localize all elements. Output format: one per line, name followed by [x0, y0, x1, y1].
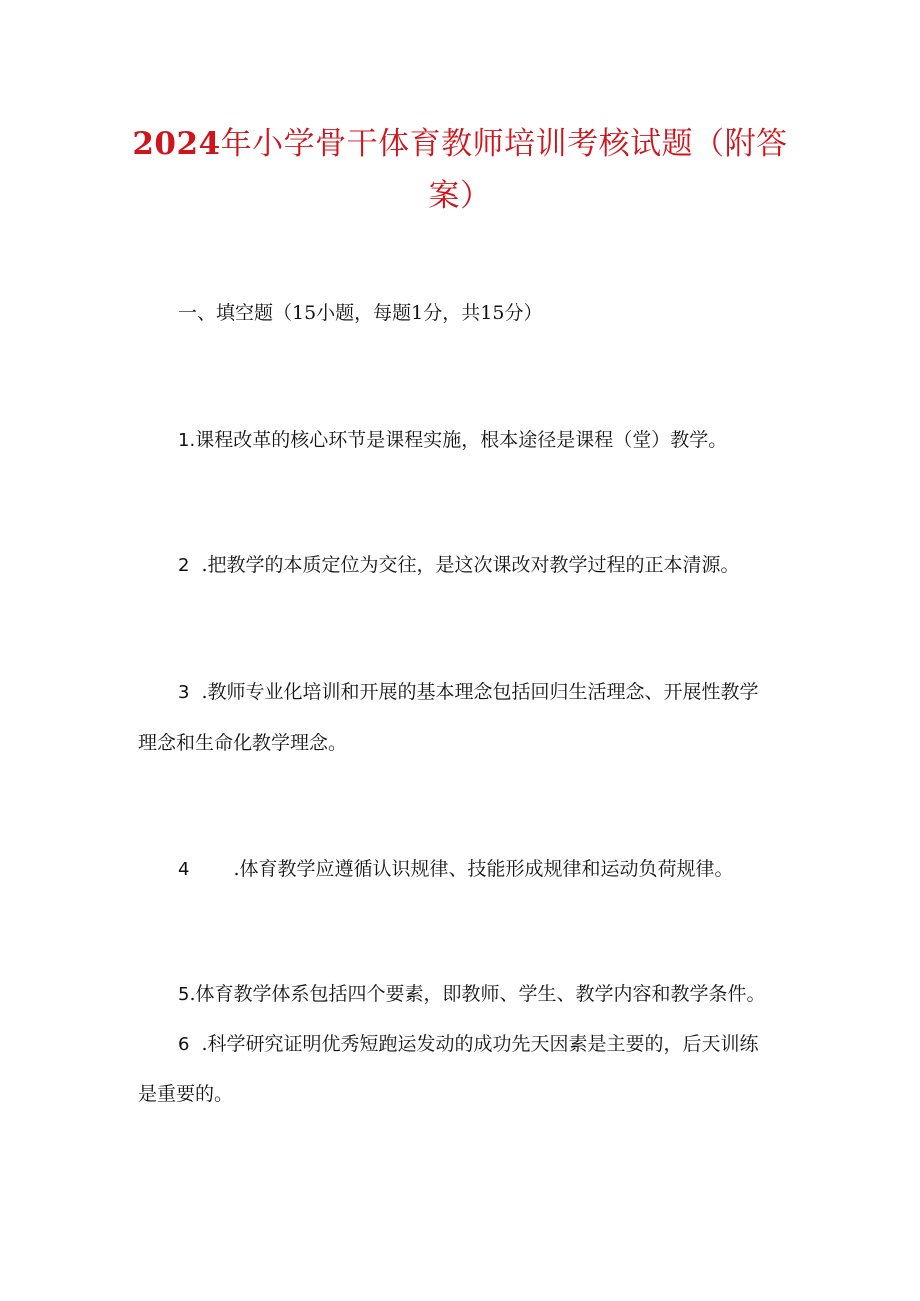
title-text: 年小学骨干体育教师培训考核试题（附答 [220, 126, 788, 162]
question-number: 4 [178, 859, 190, 880]
section-heading: 一、填空题（15小题，每题1分，共15分） [178, 302, 543, 324]
document-title [130, 118, 790, 222]
question-number: 3 [178, 682, 190, 703]
question-text-line1: .科学研究证明优秀短跑运发动的成功先天因素是主要的，后天训练 [201, 1033, 759, 1055]
question-text: 课程改革的核心环节是课程实施，根本途径是课程（堂）教学。 [195, 429, 728, 451]
question-item-2 [178, 551, 838, 580]
title-text-line2: 案） [428, 178, 492, 214]
question-number: 2 [178, 555, 190, 576]
question-number: 1. [178, 430, 196, 451]
question-item-6 [178, 1030, 838, 1059]
question-item-3 [178, 678, 838, 707]
question-text: .体育教学应遵循认识规律、技能形成规律和运动负荷规律。 [233, 858, 734, 880]
question-number: 6 [178, 1034, 190, 1055]
question-text: .体育教学体系包括四个要素，即教师、学生、教学内容和教学条件。 [189, 983, 766, 1005]
question-item-3-continued: 理念和生命化教学理念。 [138, 732, 348, 754]
question-item-5 [178, 980, 838, 1009]
question-item-4 [178, 855, 838, 884]
question-item-6-continued: 是重要的。 [138, 1083, 234, 1105]
title-year: 2024 [132, 126, 221, 162]
question-text: .把教学的本质定位为交往，是这次课改对教学过程的正本清源。 [201, 554, 740, 576]
question-item-1 [178, 426, 838, 455]
question-number: 5 [178, 984, 190, 1005]
question-text-line1: .教师专业化培训和开展的基本理念包括回归生活理念、开展性教学 [201, 681, 759, 703]
